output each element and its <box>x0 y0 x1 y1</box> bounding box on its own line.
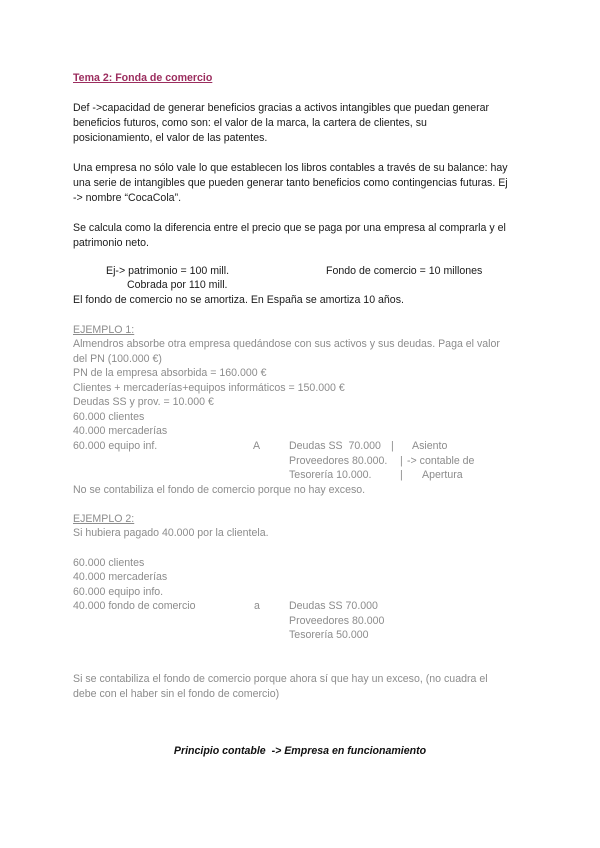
paragraph-line: -> nombre “CocaCola”. <box>73 192 182 204</box>
ejemplo-1-line: Clientes + mercaderías+equipos informáticos = 150.000 € <box>73 382 345 394</box>
definition-line: beneficios futuros, como son: el valor de la marca, la cartera de clientes, su <box>73 117 427 129</box>
definition-line: posicionamiento, el valor de las patentes. <box>73 132 268 144</box>
example-fondo-comercio: Fondo de comercio = 10 millones <box>326 265 483 277</box>
ejemplo-1-line: Almendros absorbe otra empresa quedándose con sus activos y sus deudas. Paga el valor <box>73 338 500 350</box>
amortization-note: El fondo de comercio no se amortiza. En España se amortiza 10 años. <box>73 294 404 306</box>
ejemplo-1-a: A <box>253 440 261 452</box>
ejemplo-1-note: -> contable de <box>407 455 475 467</box>
ejemplo-2-line: 60.000 clientes <box>73 557 145 569</box>
ejemplo-1-line: PN de la empresa absorbida = 160.000 € <box>73 367 267 379</box>
paragraph-line: una serie de intangibles que pueden generar tanto beneficios como contingencias futuras. Ej <box>73 177 508 189</box>
example-cobrada: Cobrada por 110 mill. <box>127 279 228 291</box>
ejemplo-2-a: a <box>254 600 260 612</box>
ejemplo-1-note: Apertura <box>422 469 463 481</box>
page-title: Tema 2: Fonda de comercio <box>73 72 213 84</box>
example-patrimonio: Ej-> patrimonio = 100 mill. <box>106 265 230 277</box>
ejemplo-2-credit: Tesorería 50.000 <box>289 629 369 641</box>
definition-line: Def ->capacidad de generar beneficios gracias a activos intangibles que puedan generar <box>73 102 490 114</box>
ejemplo-1-conclusion: No se contabiliza el fondo de comercio porque no hay exceso. <box>73 484 366 496</box>
ejemplo-2-conclusion: debe con el haber sin el fondo de comercio) <box>73 688 280 700</box>
ejemplo-1-separator: | <box>400 455 403 467</box>
ejemplo-1-separator: | <box>400 469 403 481</box>
ejemplo-1-credit: Proveedores 80.000. <box>289 455 388 467</box>
ejemplo-2-conclusion: Si se contabiliza el fondo de comercio porque ahora sí que hay un exceso, (no cuadra el <box>73 673 488 685</box>
ejemplo-1-note: Asiento <box>412 440 448 452</box>
ejemplo-1-equipo: 60.000 equipo inf. <box>73 440 158 452</box>
ejemplo-2-intro: Si hubiera pagado 40.000 por la clientela. <box>73 527 269 539</box>
ejemplo-1-line: 40.000 mercaderías <box>73 425 168 437</box>
ejemplo-1-line: del PN (100.000 €) <box>73 353 162 365</box>
ejemplo-2-credit: Deudas SS 70.000 <box>289 600 378 612</box>
ejemplo-1-separator: | <box>391 440 394 452</box>
ejemplo-1-heading: EJEMPLO 1: <box>73 324 135 336</box>
footer-principle: Principio contable -> Empresa en funcionamiento <box>173 745 427 757</box>
paragraph-line: patrimonio neto. <box>73 237 149 249</box>
ejemplo-1-credit: Tesorería 10.000. <box>289 469 372 481</box>
ejemplo-1-credit: Deudas SS 70.000 <box>289 440 381 452</box>
ejemplo-2-credit: Proveedores 80.000 <box>289 615 385 627</box>
ejemplo-2-heading: EJEMPLO 2: <box>73 513 135 525</box>
ejemplo-2-fondo: 40.000 fondo de comercio <box>73 600 196 612</box>
ejemplo-1-line: Deudas SS y prov. = 10.000 € <box>73 396 214 408</box>
ejemplo-1-line: 60.000 clientes <box>73 411 145 423</box>
paragraph-line: Una empresa no sólo vale lo que establecen los libros contables a través de su balance: hay <box>73 162 508 174</box>
paragraph-line: Se calcula como la diferencia entre el precio que se paga por una empresa al comprarla y el <box>73 222 506 234</box>
ejemplo-2-line: 60.000 equipo info. <box>73 586 164 598</box>
ejemplo-2-line: 40.000 mercaderías <box>73 571 168 583</box>
